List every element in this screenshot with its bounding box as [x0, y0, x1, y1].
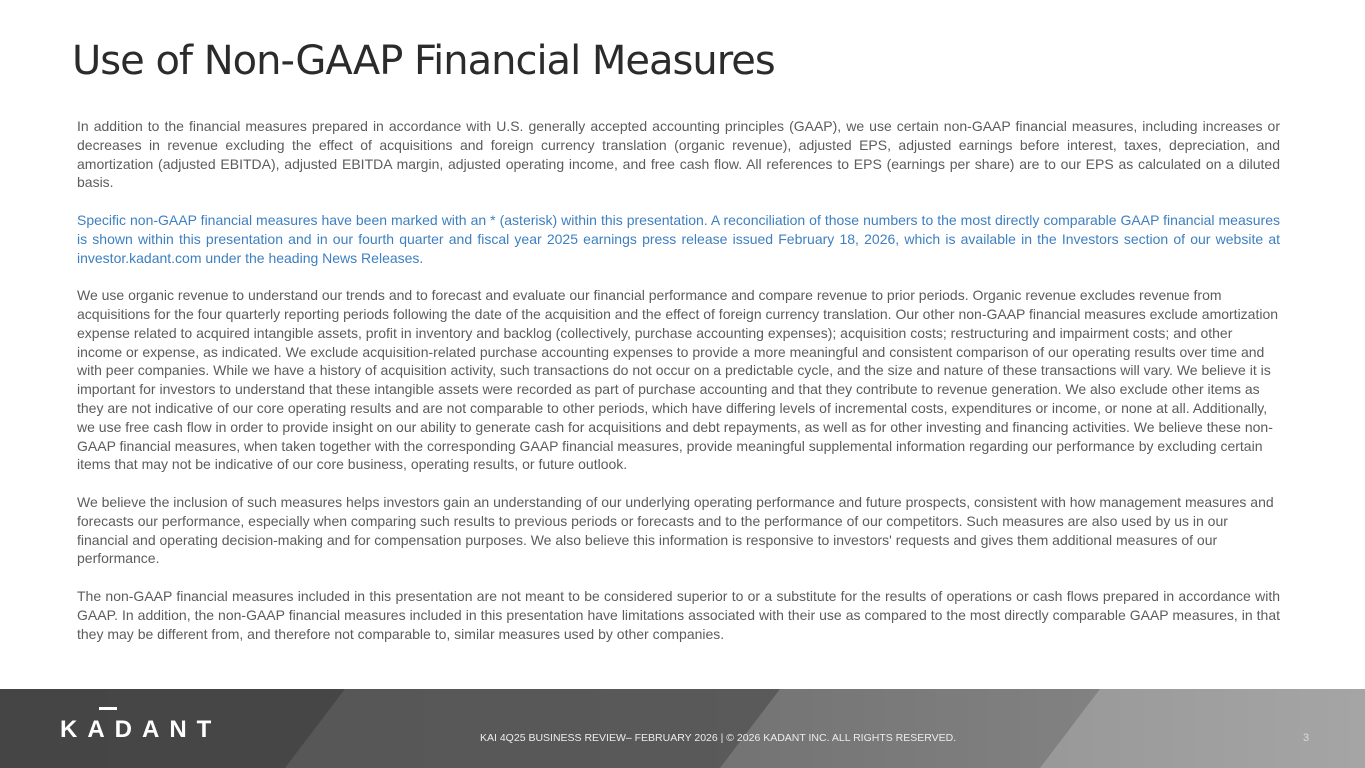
paragraph-spacer: [77, 568, 1280, 587]
paragraph-spacer: [77, 474, 1280, 493]
paragraph-investor-benefit: We believe the inclusion of such measures helps investors gain an understanding of our underlying operating performance and future prospects, consistent with how management measures and forecasts our performance, especially when comparing such results to previous periods or forecasts and to the performance of our competitors. Such measures are also used by us in our financial and operating decision-making and for compensation purposes. We also believe this information is responsive to investors' requests and gives them additional measures of our performance.: [77, 493, 1274, 567]
slide-body: [77, 117, 1280, 643]
paragraph-reconciliation-note: Specific non-GAAP financial measures have been marked with an * (asterisk) within this presentation. A reconciliation of those numbers to the most directly comparable GAAP financial measures is shown within this presentation and in our fourth quarter and fiscal year 2025 earnings press release issued February 18, 2026, which is available in the Investors section of our website at investor.kadant.com under the heading News Releases.: [77, 211, 1280, 266]
paragraph-spacer: [77, 267, 1280, 286]
logo-macron: [99, 707, 117, 710]
paragraph-organic-revenue: We use organic revenue to understand our trends and to forecast and evaluate our financial performance and compare revenue to prior periods. Organic revenue excludes revenue from acquisitions for the four quarterly reporting periods following the date of the acquisition and the effect of foreign currency translation. Our other non-GAAP financial measures exclude amortization expense related to acquired intangible assets, profit in inventory and backlog (collectively, purchase accounting expenses); acquisition costs; restructuring and impairment costs; and other income or expense, as indicated. We exclude acquisition-related purchase accounting expenses to provide a more meaningful and consistent comparison of our operating results over time and with peer companies. While we have a history of acquisition activity, such transactions do not occur on a predictable cycle, and the size and nature of these transactions will vary. We believe it is important for investors to understand that these intangible assets were recorded as part of purchase accounting and that they contribute to revenue generation. We also exclude other items as they are not indicative of our core operating results and are not comparable to other periods, which have differing levels of incremental costs, expenditures or income, or none at all. Additionally, we use free cash flow in order to provide insight on our ability to generate cash for acquisitions and debt repayments, as well as for other investing and financing activities. We believe these non-GAAP financial measures, when taken together with the corresponding GAAP financial measures, provide meaningful supplemental information regarding our performance by excluding certain items that may not be indicative of our core business, operating results, or future outlook.: [77, 287, 1279, 473]
slide-title: Use of Non-GAAP Financial Measures: [72, 38, 775, 84]
paragraph-non-gaap-intro: In addition to the financial measures prepared in accordance with U.S. generally accepted accounting principles (GAAP), we use certain non-GAAP financial measures, including increases or decreases in revenue excluding the effect of acquisitions and foreign currency translation (organic revenue), adjusted EPS, adjusted earnings before interest, taxes, depreciation, and amortization (adjusted EBITDA), adjusted EBITDA margin, adjusted operating income, and free cash flow. All references to EPS (earnings per share) are to our EPS as calculated on a diluted basis.: [77, 118, 1280, 191]
paragraph-spacer: [77, 192, 1280, 211]
footer-copyright-text: KAI 4Q25 BUSINESS REVIEW– FEBRUARY 2026 | © 2026 KADANT INC. ALL RIGHTS RESERVED.: [480, 732, 957, 744]
kadant-logo: KADANT: [60, 716, 222, 743]
paragraph-limitations: The non-GAAP financial measures included in this presentation are not meant to be considered superior to or a substitute for the results of operations or cash flows prepared in accordance with GAAP. In addition, the non-GAAP financial measures included in this presentation have limitations associated with their use as compared to the most directly comparable GAAP measures, in that they may be different from, and therefore not comparable to, similar measures used by other companies.: [77, 587, 1280, 642]
page-number: 3: [1303, 732, 1310, 744]
footer-bar: [0, 689, 1365, 768]
